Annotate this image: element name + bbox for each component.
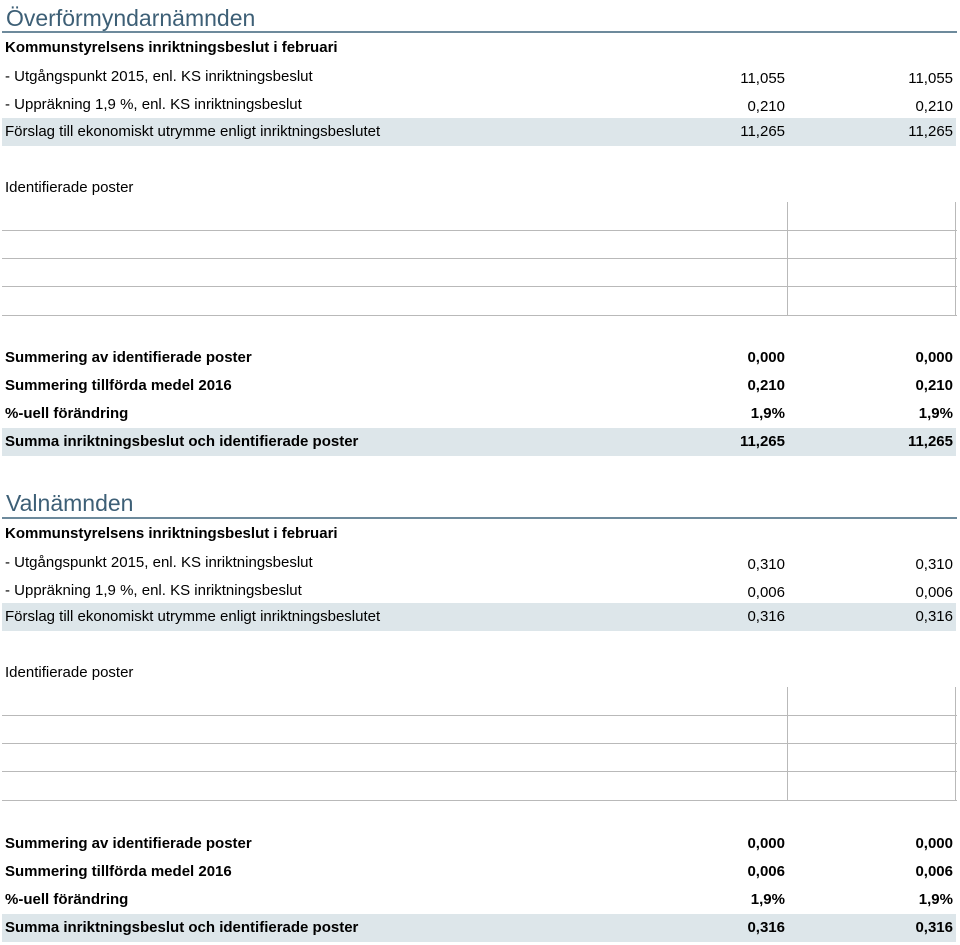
row-value-1: 0,316 [747,919,785,936]
grid-line [2,315,957,316]
row-label: %-uell förändring [5,405,129,422]
grid-line [787,202,788,316]
table-row [2,547,956,575]
row-label: Förslag till ekonomiskt utrymme enligt inriktningsbeslutet [5,123,381,140]
identified-label: Identifierade poster [5,664,134,681]
row-value-1: 0,310 [747,556,785,573]
row-value-2: 11,265 [908,123,953,140]
row-value-2: 0,310 [915,556,953,573]
identified-items-grid [2,687,957,801]
row-value-2: 0,210 [915,98,953,115]
row-value-1: 0,000 [747,349,785,366]
title-divider [2,517,957,519]
summary-row [2,400,956,428]
row-value-2: 0,316 [915,608,953,625]
row-value-2: 0,000 [915,835,953,852]
title-divider [2,31,957,33]
row-value-1: 0,210 [747,98,785,115]
grand-total-row [2,914,956,942]
grid-line [2,771,957,772]
identified-header-row [2,659,956,687]
section-title: Överförmyndarnämnden [6,5,256,31]
row-value-1: 11,055 [740,70,785,87]
grid-line [2,286,957,287]
table-row [2,575,956,603]
grid-line [2,230,957,231]
row-label: Summering tillförda medel 2016 [5,863,232,880]
row-value-1: 11,265 [739,433,785,450]
row-label: Summering av identifierade poster [5,349,252,366]
row-value-2: 1,9% [918,891,953,908]
grid-line [955,687,956,801]
row-value-1: 11,265 [740,123,785,140]
summary-row [2,886,956,914]
table-row [2,61,956,89]
row-value-2: 11,265 [907,433,953,450]
grid-line [2,743,957,744]
row-value-1: 0,006 [747,584,785,601]
grid-line [2,800,957,801]
grand-total-row [2,428,956,456]
section-title: Valnämnden [6,490,134,516]
row-label: Förslag till ekonomiskt utrymme enligt inriktningsbeslutet [5,608,381,625]
summary-row [2,830,956,858]
grid-line [2,258,957,259]
identified-header-row [2,174,956,202]
row-label: Summering av identifierade poster [5,835,252,852]
row-label: - Utgångspunkt 2015, enl. KS inriktningsbeslut [5,68,313,85]
row-value-2: 0,000 [915,349,953,366]
header-row [2,520,956,548]
summary-row [2,344,956,372]
row-value-1: 1,9% [750,405,785,422]
summary-row [2,858,956,886]
grid-line [787,687,788,801]
header-row [2,34,956,62]
row-value-2: 11,055 [908,70,953,87]
header-label: Kommunstyrelsens inriktningsbeslut i februari [5,39,338,56]
row-value-1: 0,316 [747,608,785,625]
row-label: - Uppräkning 1,9 %, enl. KS inriktningsbeslut [5,96,302,113]
identified-label: Identifierade poster [5,179,134,196]
table-row [2,89,956,117]
identified-items-grid [2,202,957,316]
row-value-2: 0,316 [915,919,953,936]
grid-line [2,715,957,716]
grid-line [955,202,956,316]
summary-row [2,372,956,400]
total-row [2,118,956,146]
row-value-1: 0,000 [747,835,785,852]
row-label: Summa inriktningsbeslut och identifierade poster [5,919,359,936]
total-row [2,603,956,631]
row-label: - Utgångspunkt 2015, enl. KS inriktningsbeslut [5,554,313,571]
row-value-1: 0,210 [747,377,785,394]
row-value-1: 1,9% [750,891,785,908]
row-value-2: 0,210 [915,377,953,394]
row-label: %-uell förändring [5,891,129,908]
row-value-1: 0,006 [747,863,785,880]
row-value-2: 1,9% [918,405,953,422]
row-value-2: 0,006 [915,863,953,880]
header-label: Kommunstyrelsens inriktningsbeslut i februari [5,525,338,542]
row-label: Summa inriktningsbeslut och identifierade poster [5,433,359,450]
row-label: Summering tillförda medel 2016 [5,377,232,394]
row-value-2: 0,006 [915,584,953,601]
row-label: - Uppräkning 1,9 %, enl. KS inriktningsbeslut [5,582,302,599]
